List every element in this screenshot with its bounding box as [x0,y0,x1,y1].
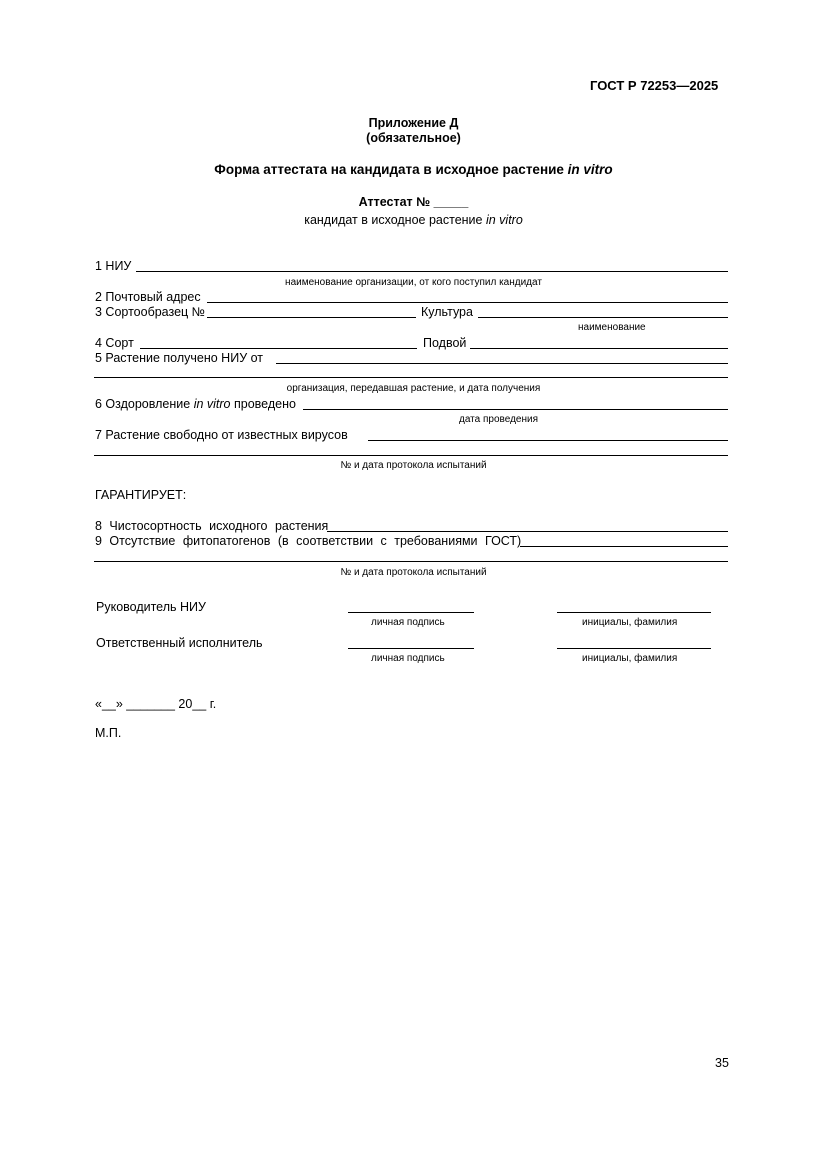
appendix-note: (обязательное) [366,131,461,145]
certificate-heading [0,195,827,209]
field-pathogens-input-cont[interactable] [94,561,728,562]
signature-head-sign-hint: личная подпись [371,617,445,628]
signature-executor-label: Ответственный исполнитель [96,636,263,650]
certificate-number: _____ [433,195,469,209]
form-title-italic: in vitro [567,162,613,177]
field-postal-label: 2 Почтовый адрес [95,290,201,304]
field-purity-input[interactable] [327,531,728,532]
signature-executor-name-hint: инициалы, фамилия [582,653,678,664]
date-field[interactable]: «__» _______ 20__ г. [95,697,217,711]
field-pathogens-label: 9 Отсутствие фитопатогенов (в соответствии с требованиями ГОСТ) [95,534,522,548]
guarantees-heading: ГАРАНТИРУЕТ: [95,488,187,502]
signature-executor-sign-hint: личная подпись [371,653,445,664]
field-pathogens-input[interactable] [520,546,728,547]
page-number: 35 [715,1056,729,1070]
field-niu-label: 1 НИУ [95,259,132,273]
form-title [0,162,827,177]
field-received-hint: организация, передавшая растение, и дата получения [286,383,541,394]
field-virus-input-cont[interactable] [94,455,728,456]
field-variety-input[interactable] [140,348,417,349]
certificate-subtitle [0,213,827,227]
field-recovery-input[interactable] [303,409,728,410]
field-received-input-cont[interactable] [94,377,728,378]
field-received-input[interactable] [276,363,728,364]
field-pathogens-protocol-hint: № и дата протокола испытаний [340,567,487,578]
signature-head-name-hint: инициалы, фамилия [582,617,678,628]
field-rootstock-input[interactable] [470,348,728,349]
field-culture-hint: наименование [578,322,646,333]
field-niu-input[interactable] [136,271,728,272]
appendix-title: Приложение Д [368,116,459,130]
signature-executor-name-line[interactable] [557,648,711,649]
field-culture-input[interactable] [478,317,728,318]
field-variety-label: 4 Сорт [95,336,134,350]
field-recovery-prefix: 6 Оздоровление [95,397,191,411]
field-culture-label: Культура [421,305,473,319]
seal-label: М.П. [95,726,122,740]
field-recovery-label [95,397,296,411]
certificate-label: Аттестат № [358,195,431,209]
field-virus-label: 7 Растение свободно от известных вирусов [95,428,348,442]
field-received-label: 5 Растение получено НИУ от [95,351,264,365]
signature-head-name-line[interactable] [557,612,711,613]
field-purity-label: 8 Чистосортность исходного растения [95,519,329,533]
signature-head-sign-line[interactable] [348,612,474,613]
signature-executor-sign-line[interactable] [348,648,474,649]
field-niu-hint: наименование организации, от кого поступил кандидат [285,277,542,288]
field-postal-input[interactable] [207,302,728,303]
certificate-subtitle-main: кандидат в исходное растение [304,213,483,227]
certificate-subtitle-italic: in vitro [485,213,523,227]
field-recovery-italic: in vitro [193,397,231,411]
field-recovery-suffix: проведено [234,397,296,411]
field-sample-input[interactable] [207,317,416,318]
signature-head-label: Руководитель НИУ [96,600,206,614]
field-recovery-hint: дата проведения [459,414,538,425]
field-virus-input[interactable] [368,440,728,441]
field-rootstock-label: Подвой [423,336,467,350]
field-virus-protocol-hint: № и дата протокола испытаний [340,460,487,471]
field-sample-label: 3 Сортообразец № [95,305,206,319]
form-title-main: Форма аттестата на кандидата в исходное растение [214,162,564,177]
standard-code: ГОСТ Р 72253—2025 [590,78,719,93]
